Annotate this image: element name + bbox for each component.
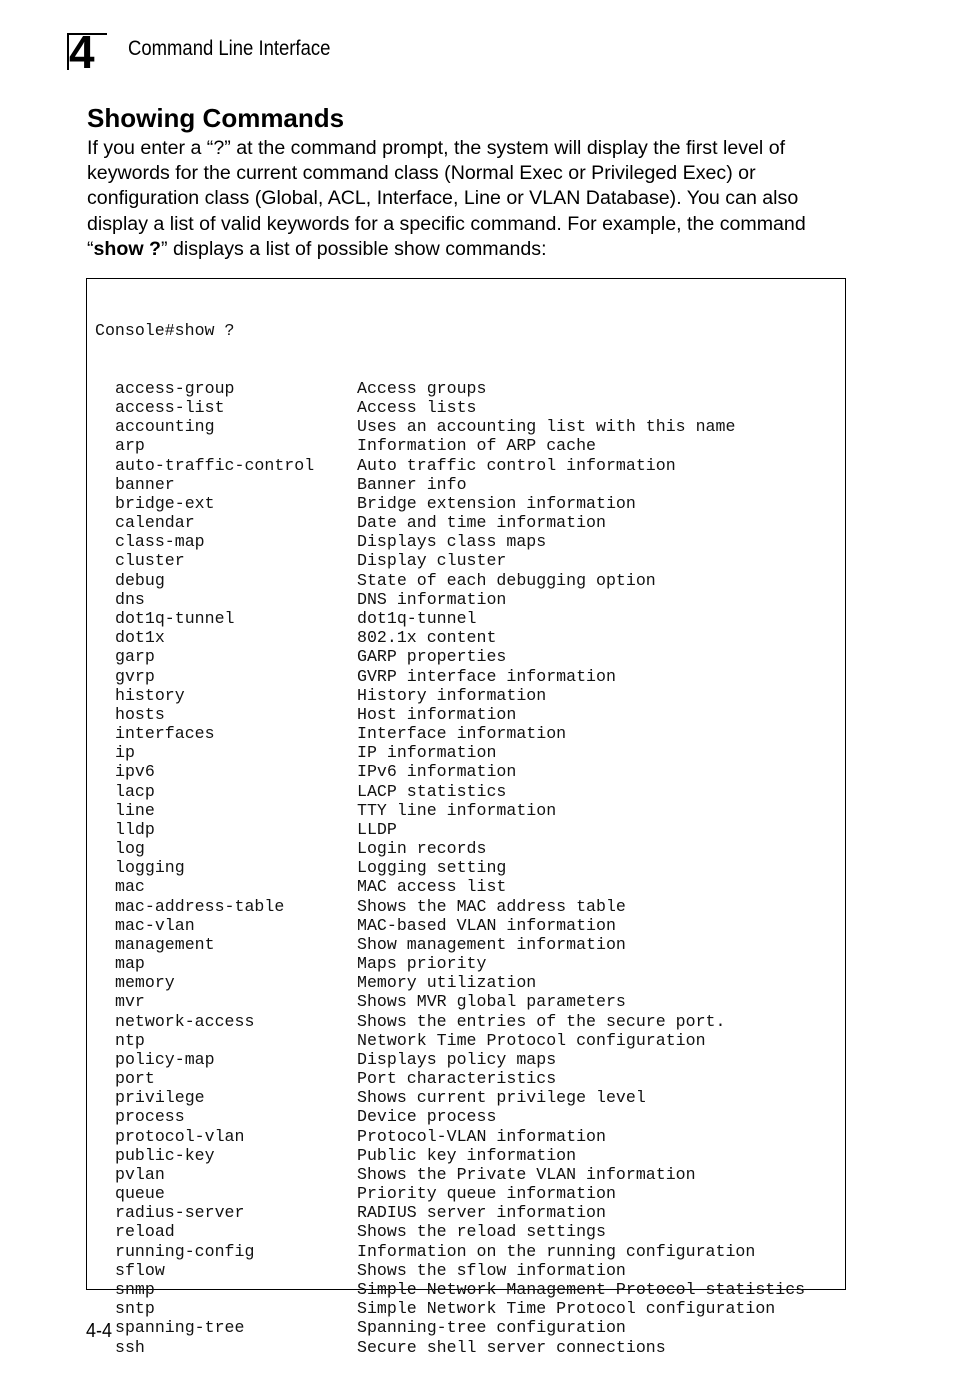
console-row xyxy=(95,436,805,455)
console-row xyxy=(95,1184,805,1203)
console-row xyxy=(95,820,805,839)
command-keyword: class-map xyxy=(115,532,205,552)
command-keyword: cluster xyxy=(115,551,185,571)
console-row xyxy=(95,379,805,398)
intro-line xyxy=(87,212,847,237)
command-description: Shows the reload settings xyxy=(357,1222,606,1242)
console-row xyxy=(95,743,805,762)
console-row xyxy=(95,1069,805,1088)
command-description: Secure shell server connections xyxy=(357,1337,666,1357)
command-description: Show management information xyxy=(357,934,626,954)
console-row xyxy=(95,1203,805,1222)
command-description: Information on the running configuration xyxy=(357,1241,756,1261)
chapter-marker xyxy=(67,26,109,78)
console-row xyxy=(95,1222,805,1241)
console-row xyxy=(95,1299,805,1318)
console-row xyxy=(95,935,805,954)
command-keyword: calendar xyxy=(115,513,195,533)
running-head: Command Line Interface xyxy=(128,37,331,60)
console-row xyxy=(95,1261,805,1280)
command-keyword: ipv6 xyxy=(115,762,155,782)
command-keyword: privilege xyxy=(115,1088,205,1108)
command-description: Access groups xyxy=(357,378,487,398)
command-keyword: dot1x xyxy=(115,628,165,648)
command-keyword: banner xyxy=(115,474,175,494)
console-row xyxy=(95,973,805,992)
command-description: Public key information xyxy=(357,1145,577,1165)
console-row xyxy=(95,858,805,877)
console-row xyxy=(95,705,805,724)
command-keyword: mac-address-table xyxy=(115,896,285,916)
command-description: Memory utilization xyxy=(357,973,537,993)
chapter-number: 4 xyxy=(69,26,94,78)
command-keyword: management xyxy=(115,934,215,954)
command-keyword: pvlan xyxy=(115,1164,165,1184)
command-keyword: lldp xyxy=(115,819,155,839)
command-description: RADIUS server information xyxy=(357,1203,606,1223)
command-description: Banner info xyxy=(357,474,467,494)
command-keyword: snmp xyxy=(115,1280,155,1299)
console-row xyxy=(95,782,805,801)
command-keyword: port xyxy=(115,1069,155,1089)
command-keyword: public-key xyxy=(115,1145,215,1165)
command-description: IP information xyxy=(357,743,497,763)
command-keyword: network-access xyxy=(115,1011,255,1031)
command-description: Displays class maps xyxy=(357,532,547,552)
command-description: LLDP xyxy=(357,819,397,839)
intro-line xyxy=(87,136,847,161)
command-description: State of each debugging option xyxy=(357,570,656,590)
command-keyword: reload xyxy=(115,1222,175,1242)
intro-line xyxy=(87,186,847,211)
command-description: Display cluster xyxy=(357,551,507,571)
intro-paragraph xyxy=(87,136,847,262)
command-description: Shows current privilege level xyxy=(357,1088,646,1108)
command-description: Auto traffic control information xyxy=(357,455,676,475)
command-keyword: mvr xyxy=(115,992,145,1012)
command-description: Shows the entries of the secure port. xyxy=(357,1011,726,1031)
command-keyword: protocol-vlan xyxy=(115,1126,245,1146)
command-keyword: ssh xyxy=(115,1337,145,1357)
console-row xyxy=(95,1146,805,1165)
console-row xyxy=(95,686,805,705)
command-description: Device process xyxy=(357,1107,497,1127)
command-description: Shows MVR global parameters xyxy=(357,992,626,1012)
console-row xyxy=(95,513,805,532)
console-row xyxy=(95,532,805,551)
command-description: GARP properties xyxy=(357,647,507,667)
command-description: Login records xyxy=(357,839,487,859)
console-row xyxy=(95,456,805,475)
command-description: Displays policy maps xyxy=(357,1049,557,1069)
command-keyword: access-group xyxy=(115,378,235,398)
command-description: Logging setting xyxy=(357,858,507,878)
command-description: Protocol-VLAN information xyxy=(357,1126,606,1146)
command-keyword: gvrp xyxy=(115,666,155,686)
command-keyword: history xyxy=(115,685,185,705)
console-row xyxy=(95,628,805,647)
console-row xyxy=(95,1338,805,1357)
console-row xyxy=(95,801,805,820)
command-description: Shows the sflow information xyxy=(357,1260,626,1280)
command-keyword: sntp xyxy=(115,1299,155,1319)
command-description: Access lists xyxy=(357,398,477,418)
command-keyword: sflow xyxy=(115,1260,165,1280)
command-description: 802.1x content xyxy=(357,628,497,648)
console-row xyxy=(95,475,805,494)
command-keyword: policy-map xyxy=(115,1049,215,1069)
command-keyword: interfaces xyxy=(115,724,215,744)
command-description: Information of ARP cache xyxy=(357,436,596,456)
console-row xyxy=(95,897,805,916)
command-keyword: ntp xyxy=(115,1030,145,1050)
command-keyword: logging xyxy=(115,858,185,878)
console-row xyxy=(95,551,805,570)
intro-text: If you enter a “?” at the command prompt, the system will display the first level of xyxy=(87,137,786,159)
command-keyword: line xyxy=(115,800,155,820)
console-row xyxy=(95,571,805,590)
command-keyword: process xyxy=(115,1107,185,1127)
command-keyword: garp xyxy=(115,647,155,667)
intro-text: configuration class (Global, ACL, Interface, Line or VLAN Database). You can also xyxy=(87,187,799,210)
command-description: Shows the MAC address table xyxy=(357,896,626,916)
command-keyword: spanning-tree xyxy=(115,1318,245,1338)
command-keyword: mac xyxy=(115,877,145,897)
command-keyword: ip xyxy=(115,743,135,763)
console-row xyxy=(95,1012,805,1031)
command-keyword: accounting xyxy=(115,417,215,437)
console-row xyxy=(95,647,805,666)
console-row xyxy=(95,1280,805,1299)
console-row xyxy=(95,762,805,781)
command-keyword: memory xyxy=(115,973,175,993)
command-keyword: mac-vlan xyxy=(115,915,195,935)
console-row xyxy=(95,839,805,858)
command-description: Simple Network Management Protocol statistics xyxy=(357,1280,806,1299)
command-keyword: access-list xyxy=(115,398,225,418)
page-number: 4-4 xyxy=(86,1320,113,1342)
console-row xyxy=(95,1165,805,1184)
intro-text: display a list of valid keywords for a specific command. For example, the command xyxy=(87,212,806,235)
console-row xyxy=(95,667,805,686)
console-output xyxy=(95,283,805,1357)
console-row xyxy=(95,590,805,609)
console-row xyxy=(95,1318,805,1337)
command-keyword: bridge-ext xyxy=(115,493,215,513)
command-keyword: dot1q-tunnel xyxy=(115,608,235,628)
section-title: Showing Commands xyxy=(87,103,345,133)
command-description: Maps priority xyxy=(357,954,487,974)
intro-text: ” displays a list of possible show commands: xyxy=(161,237,547,260)
command-description: Shows the Private VLAN information xyxy=(357,1164,696,1184)
console-row xyxy=(95,877,805,896)
command-description: TTY line information xyxy=(357,800,557,820)
command-description: GVRP interface information xyxy=(357,666,616,686)
command-description: MAC-based VLAN information xyxy=(357,915,616,935)
console-row xyxy=(95,916,805,935)
intro-text: keywords for the current command class (Normal Exec or Privileged Exec) or xyxy=(87,162,756,185)
command-description: DNS information xyxy=(357,589,507,609)
console-row xyxy=(95,417,805,436)
intro-line xyxy=(87,161,847,186)
inline-command: show ? xyxy=(93,237,162,260)
console-row xyxy=(95,954,805,973)
command-description: Uses an accounting list with this name xyxy=(357,417,736,437)
command-keyword: log xyxy=(115,839,145,859)
console-row xyxy=(95,1107,805,1126)
command-keyword: dns xyxy=(115,589,145,609)
console-row xyxy=(95,1127,805,1146)
command-keyword: running-config xyxy=(115,1241,255,1261)
console-row xyxy=(95,494,805,513)
command-description: Host information xyxy=(357,704,517,724)
console-row xyxy=(95,398,805,417)
command-keyword: map xyxy=(115,954,145,974)
command-keyword: queue xyxy=(115,1184,165,1204)
console-row xyxy=(95,1050,805,1069)
command-keyword: lacp xyxy=(115,781,155,801)
command-description: Bridge extension information xyxy=(357,493,636,513)
command-keyword: arp xyxy=(115,436,145,456)
command-description: LACP statistics xyxy=(357,781,507,801)
command-description: Priority queue information xyxy=(357,1184,616,1204)
console-row xyxy=(95,1088,805,1107)
command-description: dot1q-tunnel xyxy=(357,608,477,628)
command-description: Spanning-tree configuration xyxy=(357,1318,626,1338)
console-row xyxy=(95,1031,805,1050)
command-description: Simple Network Time Protocol configuration xyxy=(357,1299,776,1319)
console-row xyxy=(95,992,805,1011)
console-row xyxy=(95,609,805,628)
command-description: History information xyxy=(357,685,547,705)
command-description: IPv6 information xyxy=(357,762,517,782)
command-description: Port characteristics xyxy=(357,1069,557,1089)
command-keyword: debug xyxy=(115,570,165,590)
command-keyword: radius-server xyxy=(115,1203,245,1223)
console-row xyxy=(95,1242,805,1261)
command-description: Interface information xyxy=(357,724,567,744)
console-prompt: Console#show ? xyxy=(95,321,235,341)
command-keyword: auto-traffic-control xyxy=(115,455,315,475)
intro-line xyxy=(87,237,847,262)
command-keyword: hosts xyxy=(115,704,165,724)
console-row xyxy=(95,724,805,743)
command-description: Network Time Protocol configuration xyxy=(357,1030,706,1050)
command-description: Date and time information xyxy=(357,513,606,533)
command-description: MAC access list xyxy=(357,877,507,897)
intro-text: “ xyxy=(87,237,94,260)
